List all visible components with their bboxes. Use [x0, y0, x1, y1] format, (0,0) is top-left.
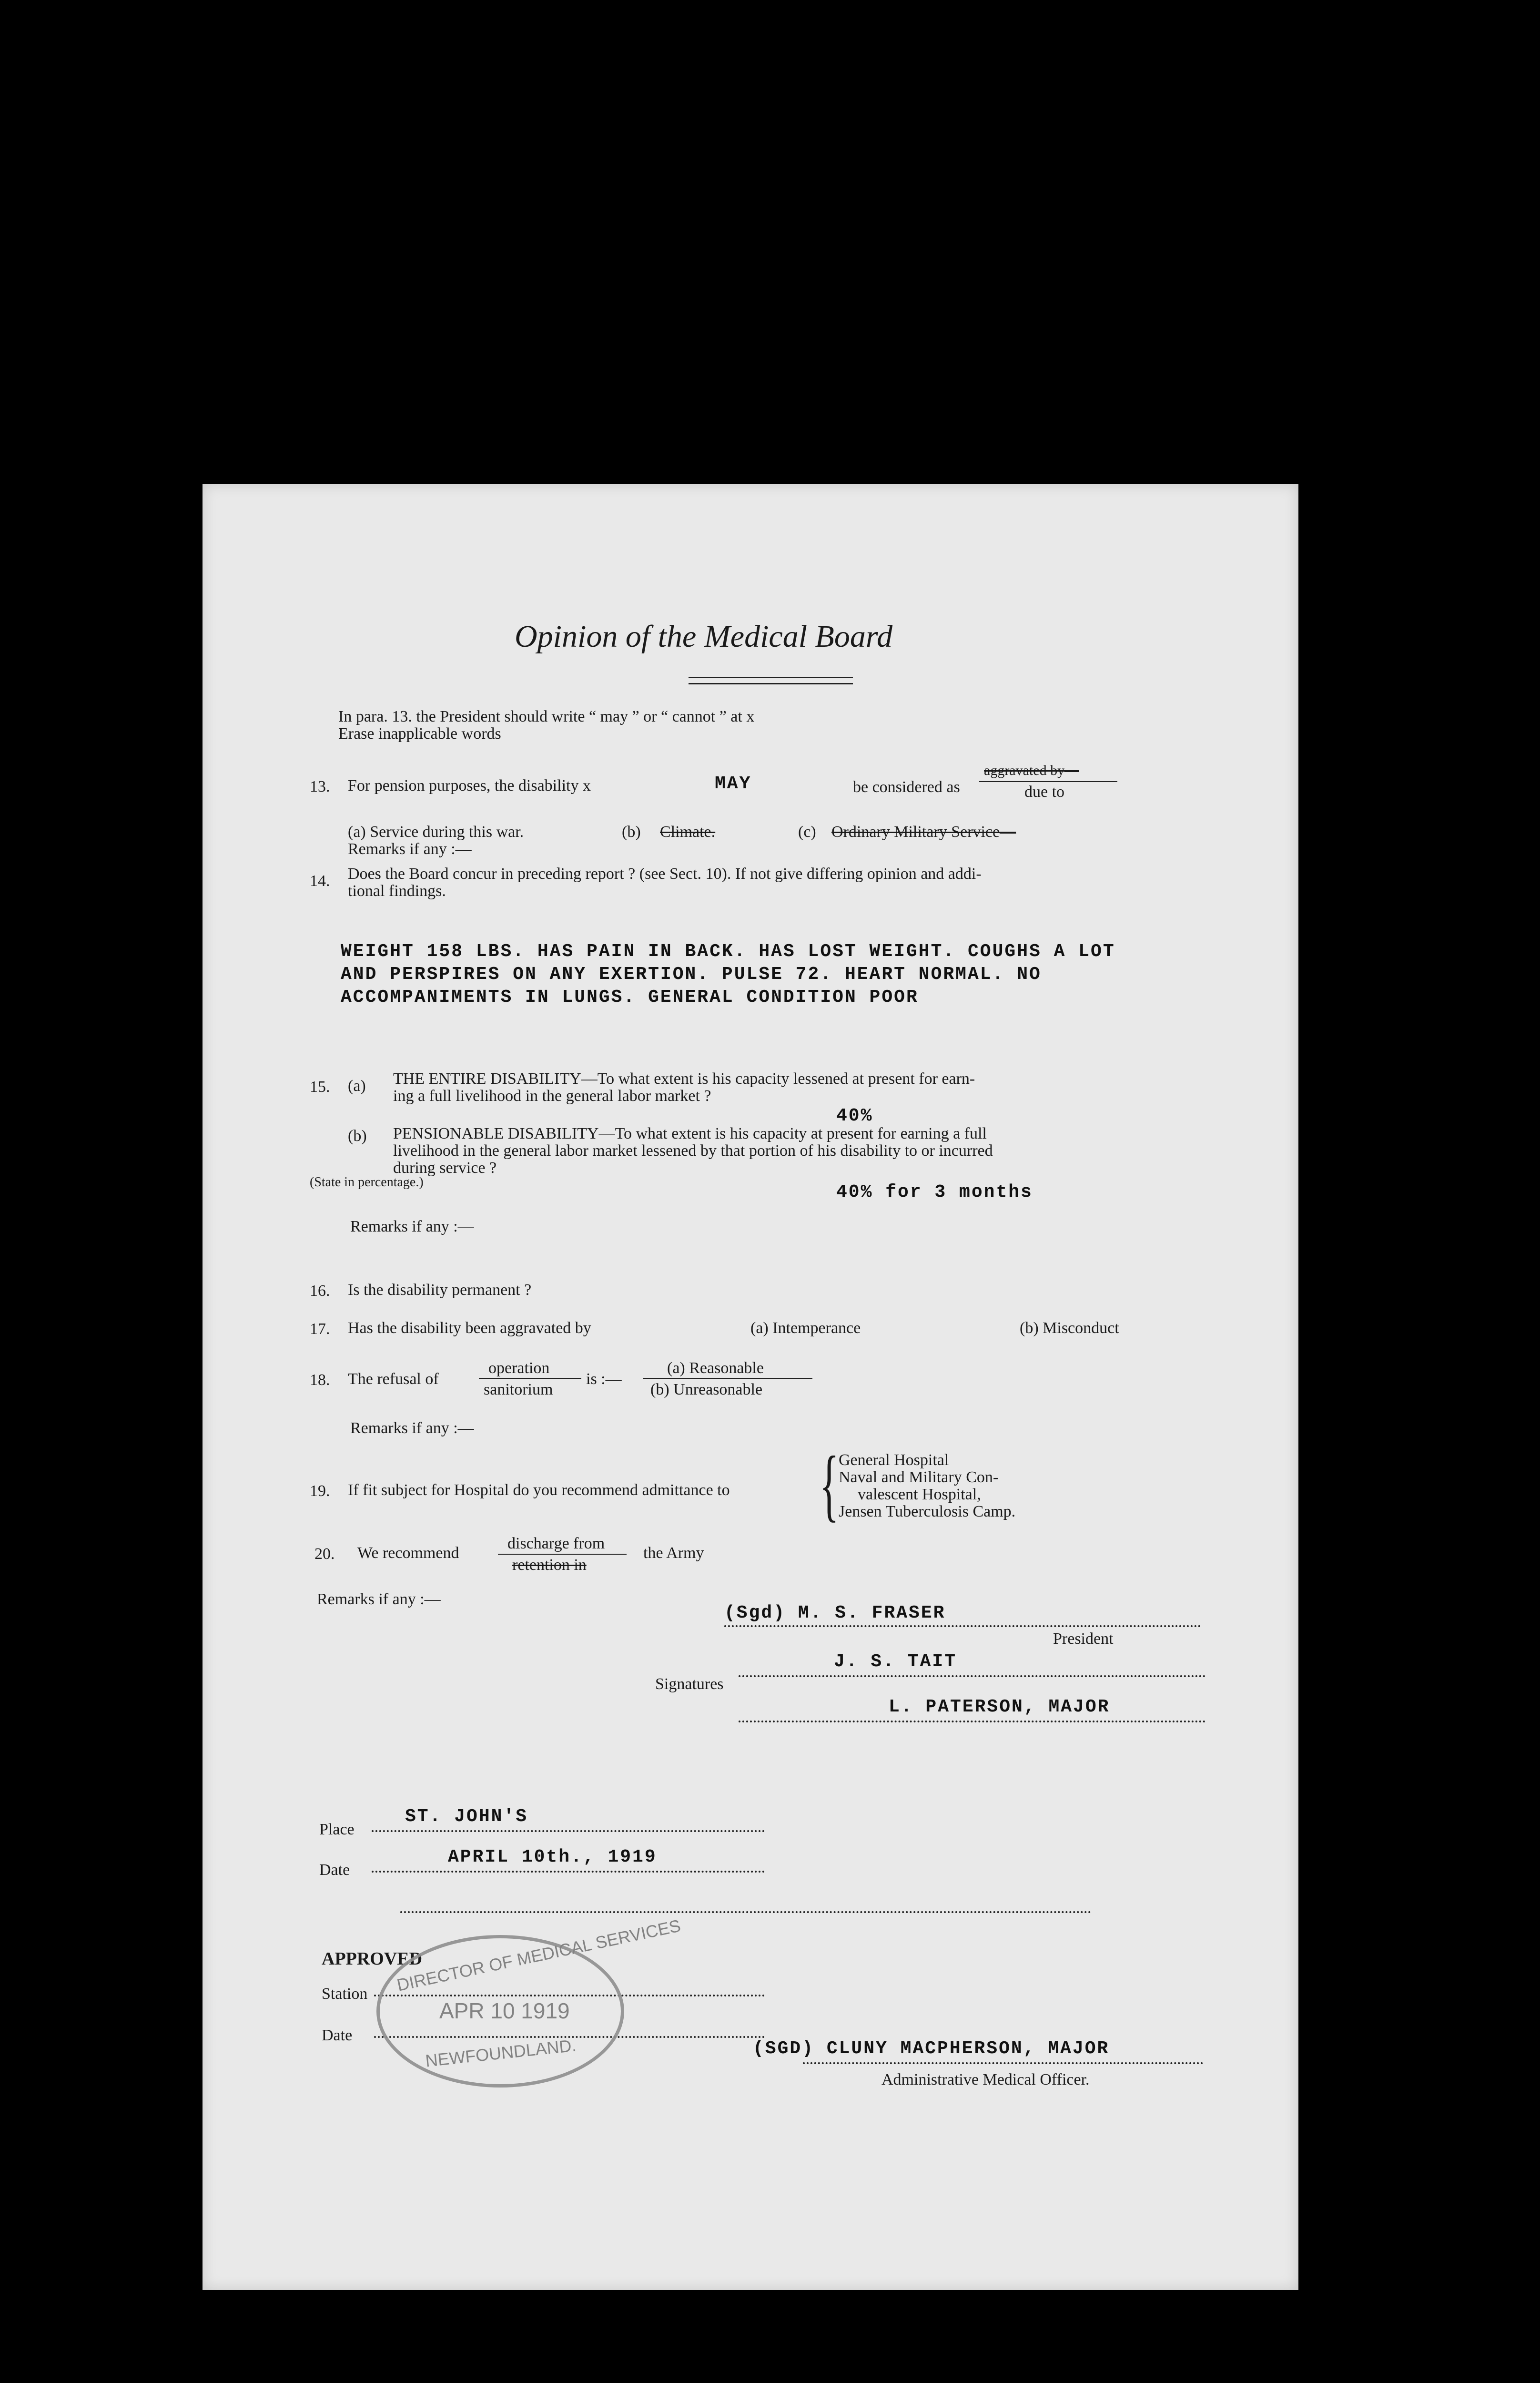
date-line	[372, 1871, 765, 1873]
q19-number: 19.	[310, 1482, 330, 1500]
q19-option: General Hospital	[839, 1451, 949, 1469]
q14-typed-line: WEIGHT 158 LBS. HAS PAIN IN BACK. HAS LOST WEIGHT. COUGHS A LOT	[341, 941, 1115, 962]
q13-consider: be considered as	[853, 778, 960, 796]
approved-label: APPROVED	[322, 1949, 423, 1969]
instruction-line: Erase inapplicable words	[338, 725, 501, 743]
q15-a-line: ing a full livelihood in the general labor market ?	[393, 1087, 711, 1105]
date-label: Date	[319, 1861, 350, 1879]
q18-a: (a) Reasonable	[667, 1359, 764, 1377]
q19-option: valescent Hospital,	[858, 1486, 981, 1503]
member-signature-line	[739, 1675, 1206, 1677]
q13-option-rule	[979, 781, 1117, 782]
q14-typed-line: ACCOMPANIMENTS IN LUNGS. GENERAL CONDITION POOR	[341, 987, 919, 1008]
q20-top: discharge from	[507, 1535, 605, 1552]
q14-line: tional findings.	[348, 882, 446, 900]
q15-b-label: (b)	[348, 1127, 367, 1145]
q20-end: the Army	[643, 1544, 704, 1562]
q15-a-line: THE ENTIRE DISABILITY—To what extent is his capacity lessened at present for earn-	[393, 1070, 975, 1088]
q15-remarks: Remarks if any :—	[350, 1218, 474, 1235]
q13-b-label: (b)	[622, 823, 641, 841]
q20-fraction-rule	[498, 1554, 627, 1555]
q18-fraction-rule	[479, 1378, 581, 1379]
president-signature-line	[724, 1625, 1201, 1627]
q13-number: 13.	[310, 778, 330, 795]
q16-text: Is the disability permanent ?	[348, 1281, 532, 1299]
q18-top: operation	[488, 1359, 550, 1377]
q14-typed-line: AND PERSPIRES ON ANY EXERTION. PULSE 72. HEART NORMAL. NO	[341, 964, 1042, 985]
q19-text: If fit subject for Hospital do you recommend admittance to	[348, 1481, 730, 1499]
q17-a: (a) Intemperance	[750, 1319, 861, 1337]
date-value: APRIL 10th., 1919	[448, 1847, 657, 1867]
q19-brace: {	[820, 1440, 839, 1529]
q15-a-answer: 40%	[836, 1106, 873, 1126]
medical-services-stamp	[376, 1915, 682, 2088]
member-signature: L. PATERSON, MAJOR	[889, 1697, 1110, 1717]
member-signature-line	[739, 1721, 1206, 1722]
place-label: Place	[319, 1821, 355, 1838]
president-signature: (Sgd) M. S. FRASER	[724, 1603, 946, 1623]
q13-remarks: Remarks if any :—	[348, 840, 472, 858]
q14-number: 14.	[310, 872, 330, 890]
q13-a: (a) Service during this war.	[348, 823, 524, 841]
q13-answer: MAY	[715, 774, 752, 794]
q15-b-line: PENSIONABLE DISABILITY—To what extent is his capacity at present for earning a full	[393, 1125, 987, 1142]
medical-board-form	[203, 484, 1298, 2290]
q20-bottom: retention in	[512, 1556, 587, 1574]
q17-b: (b) Misconduct	[1020, 1319, 1119, 1337]
q13-c: Ordinary Military Service—	[831, 823, 1016, 841]
q15-b-answer: 40% for 3 months	[836, 1182, 1033, 1202]
president-label: President	[1053, 1630, 1114, 1648]
stamp-bottom-text: NEWFOUNDLAND.	[424, 2035, 578, 2071]
q19-option: Jensen Tuberculosis Camp.	[839, 1503, 1016, 1520]
q13-option: due to	[1024, 783, 1065, 801]
q13-b: Climate.	[660, 823, 716, 841]
q18-number: 18.	[310, 1371, 330, 1389]
q18-text: The refusal of	[348, 1370, 439, 1388]
stamp-top-text: DIRECTOR OF MEDICAL SERVICES	[395, 1915, 682, 1995]
approved-date-label: Date	[322, 2027, 353, 2044]
q13-struck-option: aggravated by—	[984, 763, 1079, 778]
place-line	[372, 1830, 765, 1832]
q17-number: 17.	[310, 1320, 330, 1338]
amo-signature: (SGD) CLUNY MACPHERSON, MAJOR	[753, 2038, 1110, 2059]
station-label: Station	[322, 1985, 368, 2003]
amo-label: Administrative Medical Officer.	[881, 2071, 1090, 2088]
member-signature: J. S. TAIT	[834, 1651, 957, 1672]
title-rule-2	[689, 683, 853, 684]
q18-b: (b) Unreasonable	[650, 1381, 763, 1398]
q15-b-line: livelihood in the general labor market lessened by that portion of his disability to or incurred	[393, 1142, 993, 1160]
blank-line	[400, 1911, 1091, 1913]
state-in-percentage: (State in percentage.)	[310, 1175, 424, 1190]
q14-line: Does the Board concur in preceding report ? (see Sect. 10). If not give differing opinion and addi-	[348, 865, 982, 883]
q16-number: 16.	[310, 1282, 330, 1300]
q15-b-line: during service ?	[393, 1159, 497, 1177]
q18-bottom: sanitorium	[484, 1381, 553, 1398]
q15-a-label: (a)	[348, 1077, 366, 1095]
amo-signature-line	[803, 2062, 1203, 2064]
stamp-date: APR 10 1919	[439, 1998, 570, 2023]
form-title: Opinion of the Medical Board	[515, 619, 893, 654]
q18-remarks: Remarks if any :—	[350, 1419, 474, 1437]
q13-text: For pension purposes, the disability x	[348, 777, 591, 794]
q13-c-label: (c)	[798, 823, 816, 841]
q20-number: 20.	[314, 1545, 335, 1563]
q19-option: Naval and Military Con-	[839, 1468, 999, 1486]
instruction-line: In para. 13. the President should write “ may ” or “ cannot ” at x	[338, 708, 755, 725]
remarks-label: Remarks if any :—	[317, 1590, 441, 1608]
q18-options-rule	[643, 1378, 812, 1379]
signatures-label: Signatures	[655, 1675, 724, 1693]
q20-text: We recommend	[357, 1544, 459, 1562]
place-value: ST. JOHN'S	[405, 1806, 528, 1827]
title-rule	[689, 677, 853, 678]
q18-is: is :—	[586, 1370, 622, 1388]
q17-text: Has the disability been aggravated by	[348, 1319, 591, 1337]
q15-number: 15.	[310, 1078, 330, 1096]
